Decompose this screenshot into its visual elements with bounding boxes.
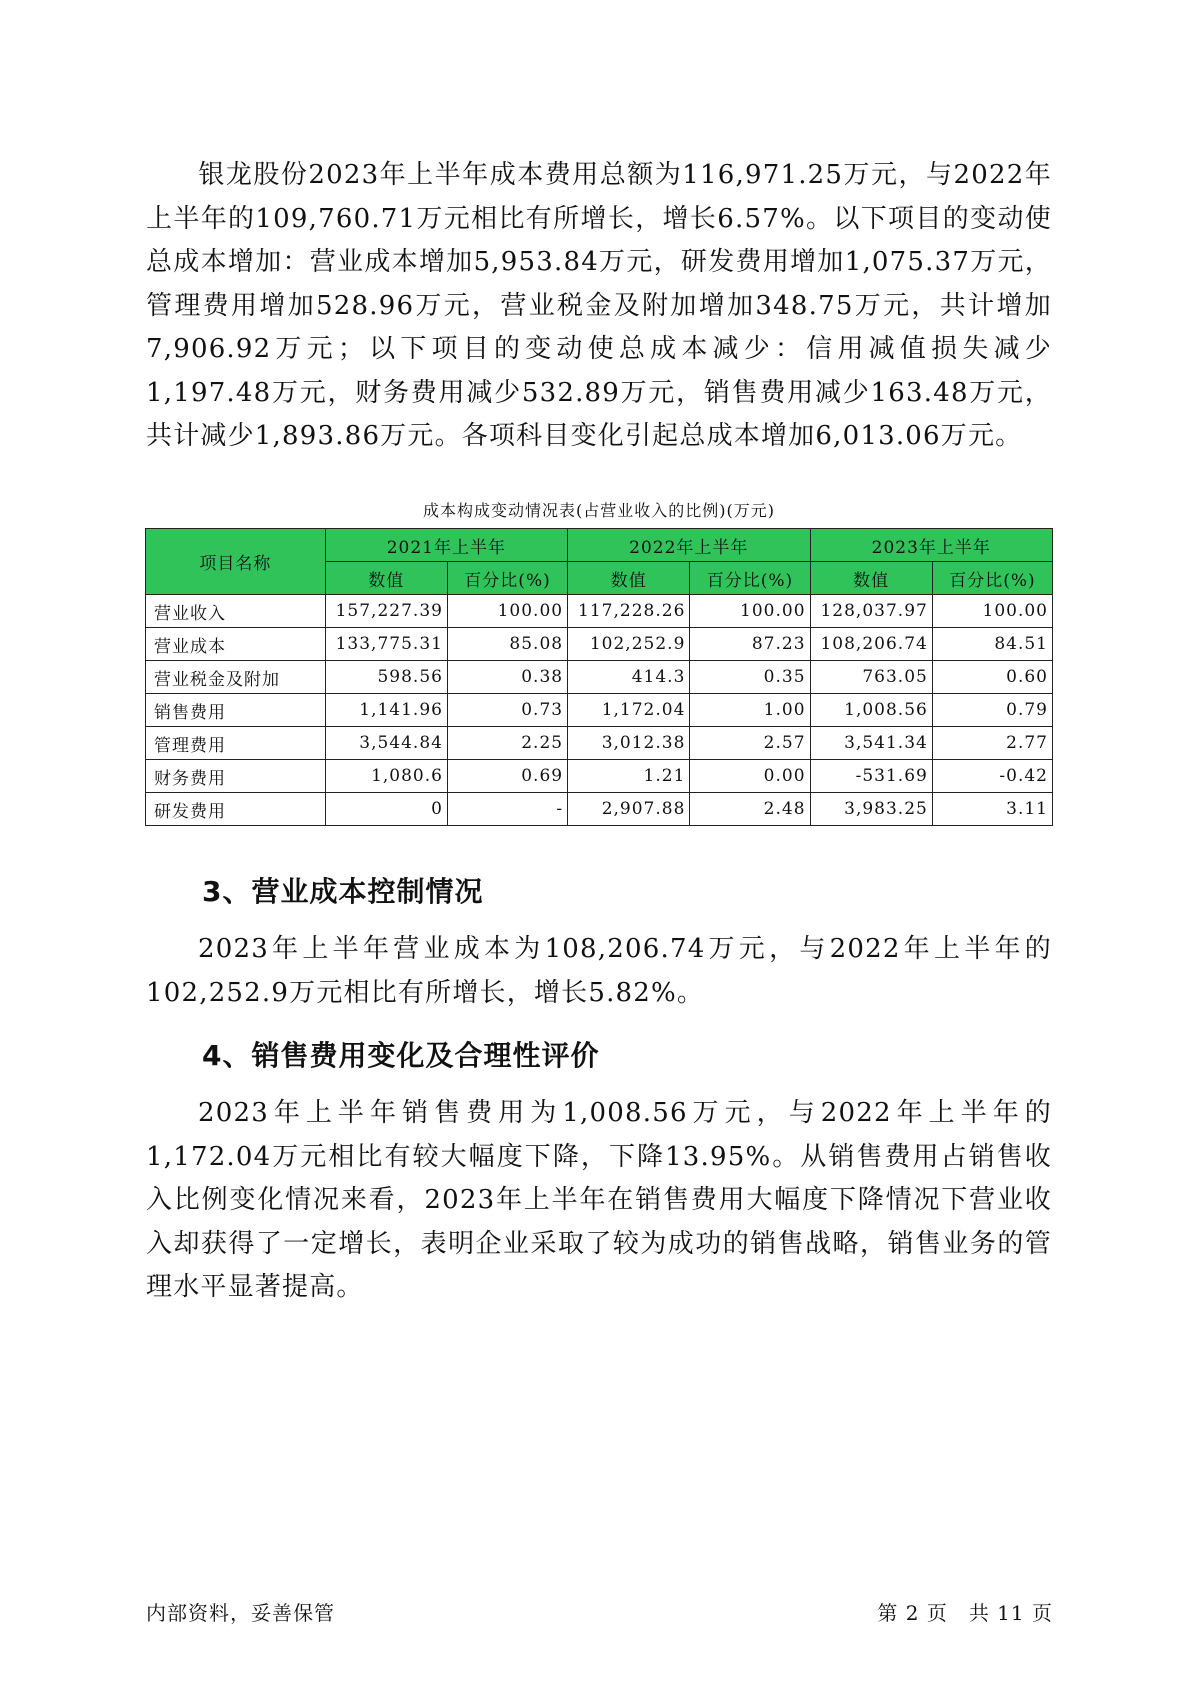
percent-cell: 3.11: [932, 793, 1052, 826]
value-header: 数值: [568, 562, 690, 595]
percent-cell: 100.00: [690, 595, 810, 628]
table-row: [146, 727, 1053, 760]
percent-cell: 2.57: [690, 727, 810, 760]
percent-cell: 0.60: [932, 661, 1052, 694]
footer-confidential-note: 内部资料，妥善保管: [146, 1601, 335, 1625]
percent-cell: 85.08: [447, 628, 567, 661]
section-heading-cost-control: 3、营业成本控制情况: [202, 875, 484, 908]
pct-header: 百分比(%): [932, 562, 1052, 595]
table-row: [146, 661, 1053, 694]
value-cell: 2,907.88: [568, 793, 690, 826]
value-header: 数值: [325, 562, 447, 595]
row-label: 营业成本: [146, 628, 326, 661]
percent-cell: 0.38: [447, 661, 567, 694]
percent-cell: 0.35: [690, 661, 810, 694]
percent-cell: 2.48: [690, 793, 810, 826]
value-cell: 3,012.38: [568, 727, 690, 760]
value-cell: 102,252.9: [568, 628, 690, 661]
value-cell: 157,227.39: [325, 595, 447, 628]
percent-cell: 0.00: [690, 760, 810, 793]
percent-cell: 1.00: [690, 694, 810, 727]
percent-cell: 0.73: [447, 694, 567, 727]
row-label: 销售费用: [146, 694, 326, 727]
table-row: [146, 760, 1053, 793]
year-header-2021: 2021年上半年: [325, 529, 567, 562]
value-cell: 1,141.96: [325, 694, 447, 727]
percent-cell: 87.23: [690, 628, 810, 661]
pct-header: 百分比(%): [690, 562, 810, 595]
percent-cell: -: [447, 793, 567, 826]
percent-cell: 100.00: [932, 595, 1052, 628]
value-cell: -531.69: [810, 760, 932, 793]
intro-paragraph-text: 银龙股份2023年上半年成本费用总额为116,971.25万元，与2022年上半年的109,760.71万元相比有所增长，增长6.57%。以下项目的变动使总成本增加：营业成本增加5,953.84万元，研发费用增加1,075.37万元，管理费用增加528.96万元，营业税金及附加增加348.75万元，共计增加7,906.92万元；以下项目的变动使总成本减少：信用减值损失减少1,197.48万元，财务费用减少532.89万元，销售费用减少163.48万元，共计减少1,893.86万元。各项科目变化引起总成本增加6,013.06万元。: [146, 160, 1052, 451]
table-row: [146, 595, 1053, 628]
row-label: 研发费用: [146, 793, 326, 826]
percent-cell: 84.51: [932, 628, 1052, 661]
percent-cell: 100.00: [447, 595, 567, 628]
sales-expense-paragraph-text: 2023年上半年销售费用为1,008.56万元，与2022年上半年的1,172.04万元相比有较大幅度下降，下降13.95%。从销售费用占销售收入比例变化情况来看，2023年上半年在销售费用大幅度下降情况下营业收入却获得了一定增长，表明企业采取了较为成功的销售战略，销售业务的管理水平显著提高。: [146, 1098, 1052, 1302]
pct-header: 百分比(%): [447, 562, 567, 595]
year-header-2022: 2022年上半年: [568, 529, 810, 562]
value-cell: 3,983.25: [810, 793, 932, 826]
table-body: [146, 595, 1053, 826]
percent-cell: 0.69: [447, 760, 567, 793]
value-cell: 128,037.97: [810, 595, 932, 628]
value-cell: 1,080.6: [325, 760, 447, 793]
footer-page-number: 第 2 页 共 11 页: [877, 1601, 1053, 1625]
value-header: 数值: [810, 562, 932, 595]
intro-paragraph: [146, 154, 1052, 459]
cost-structure-table: [145, 528, 1053, 826]
cost-control-paragraph-text: 2023年上半年营业成本为108,206.74万元，与2022年上半年的102,252.9万元相比有所增长，增长5.82%。: [146, 934, 1052, 1008]
percent-cell: 2.25: [447, 727, 567, 760]
sales-expense-paragraph: [146, 1092, 1052, 1310]
percent-cell: 2.77: [932, 727, 1052, 760]
row-label: 管理费用: [146, 727, 326, 760]
item-name-header: 项目名称: [146, 529, 326, 595]
row-label: 营业收入: [146, 595, 326, 628]
year-header-2023: 2023年上半年: [810, 529, 1052, 562]
section-heading-sales-expense: 4、销售费用变化及合理性评价: [202, 1039, 600, 1072]
table-row: [146, 694, 1053, 727]
value-cell: 763.05: [810, 661, 932, 694]
value-cell: 414.3: [568, 661, 690, 694]
percent-cell: 0.79: [932, 694, 1052, 727]
cost-control-paragraph: [146, 928, 1052, 1015]
value-cell: 3,544.84: [325, 727, 447, 760]
value-cell: 598.56: [325, 661, 447, 694]
value-cell: 1,172.04: [568, 694, 690, 727]
table-caption: 成本构成变动情况表(占营业收入的比例)(万元): [423, 501, 775, 520]
value-cell: 0: [325, 793, 447, 826]
table-row: [146, 793, 1053, 826]
value-cell: 108,206.74: [810, 628, 932, 661]
value-cell: 1,008.56: [810, 694, 932, 727]
value-cell: 3,541.34: [810, 727, 932, 760]
row-label: 营业税金及附加: [146, 661, 326, 694]
row-label: 财务费用: [146, 760, 326, 793]
value-cell: 117,228.26: [568, 595, 690, 628]
table-row: [146, 628, 1053, 661]
value-cell: 1.21: [568, 760, 690, 793]
percent-cell: -0.42: [932, 760, 1052, 793]
value-cell: 133,775.31: [325, 628, 447, 661]
